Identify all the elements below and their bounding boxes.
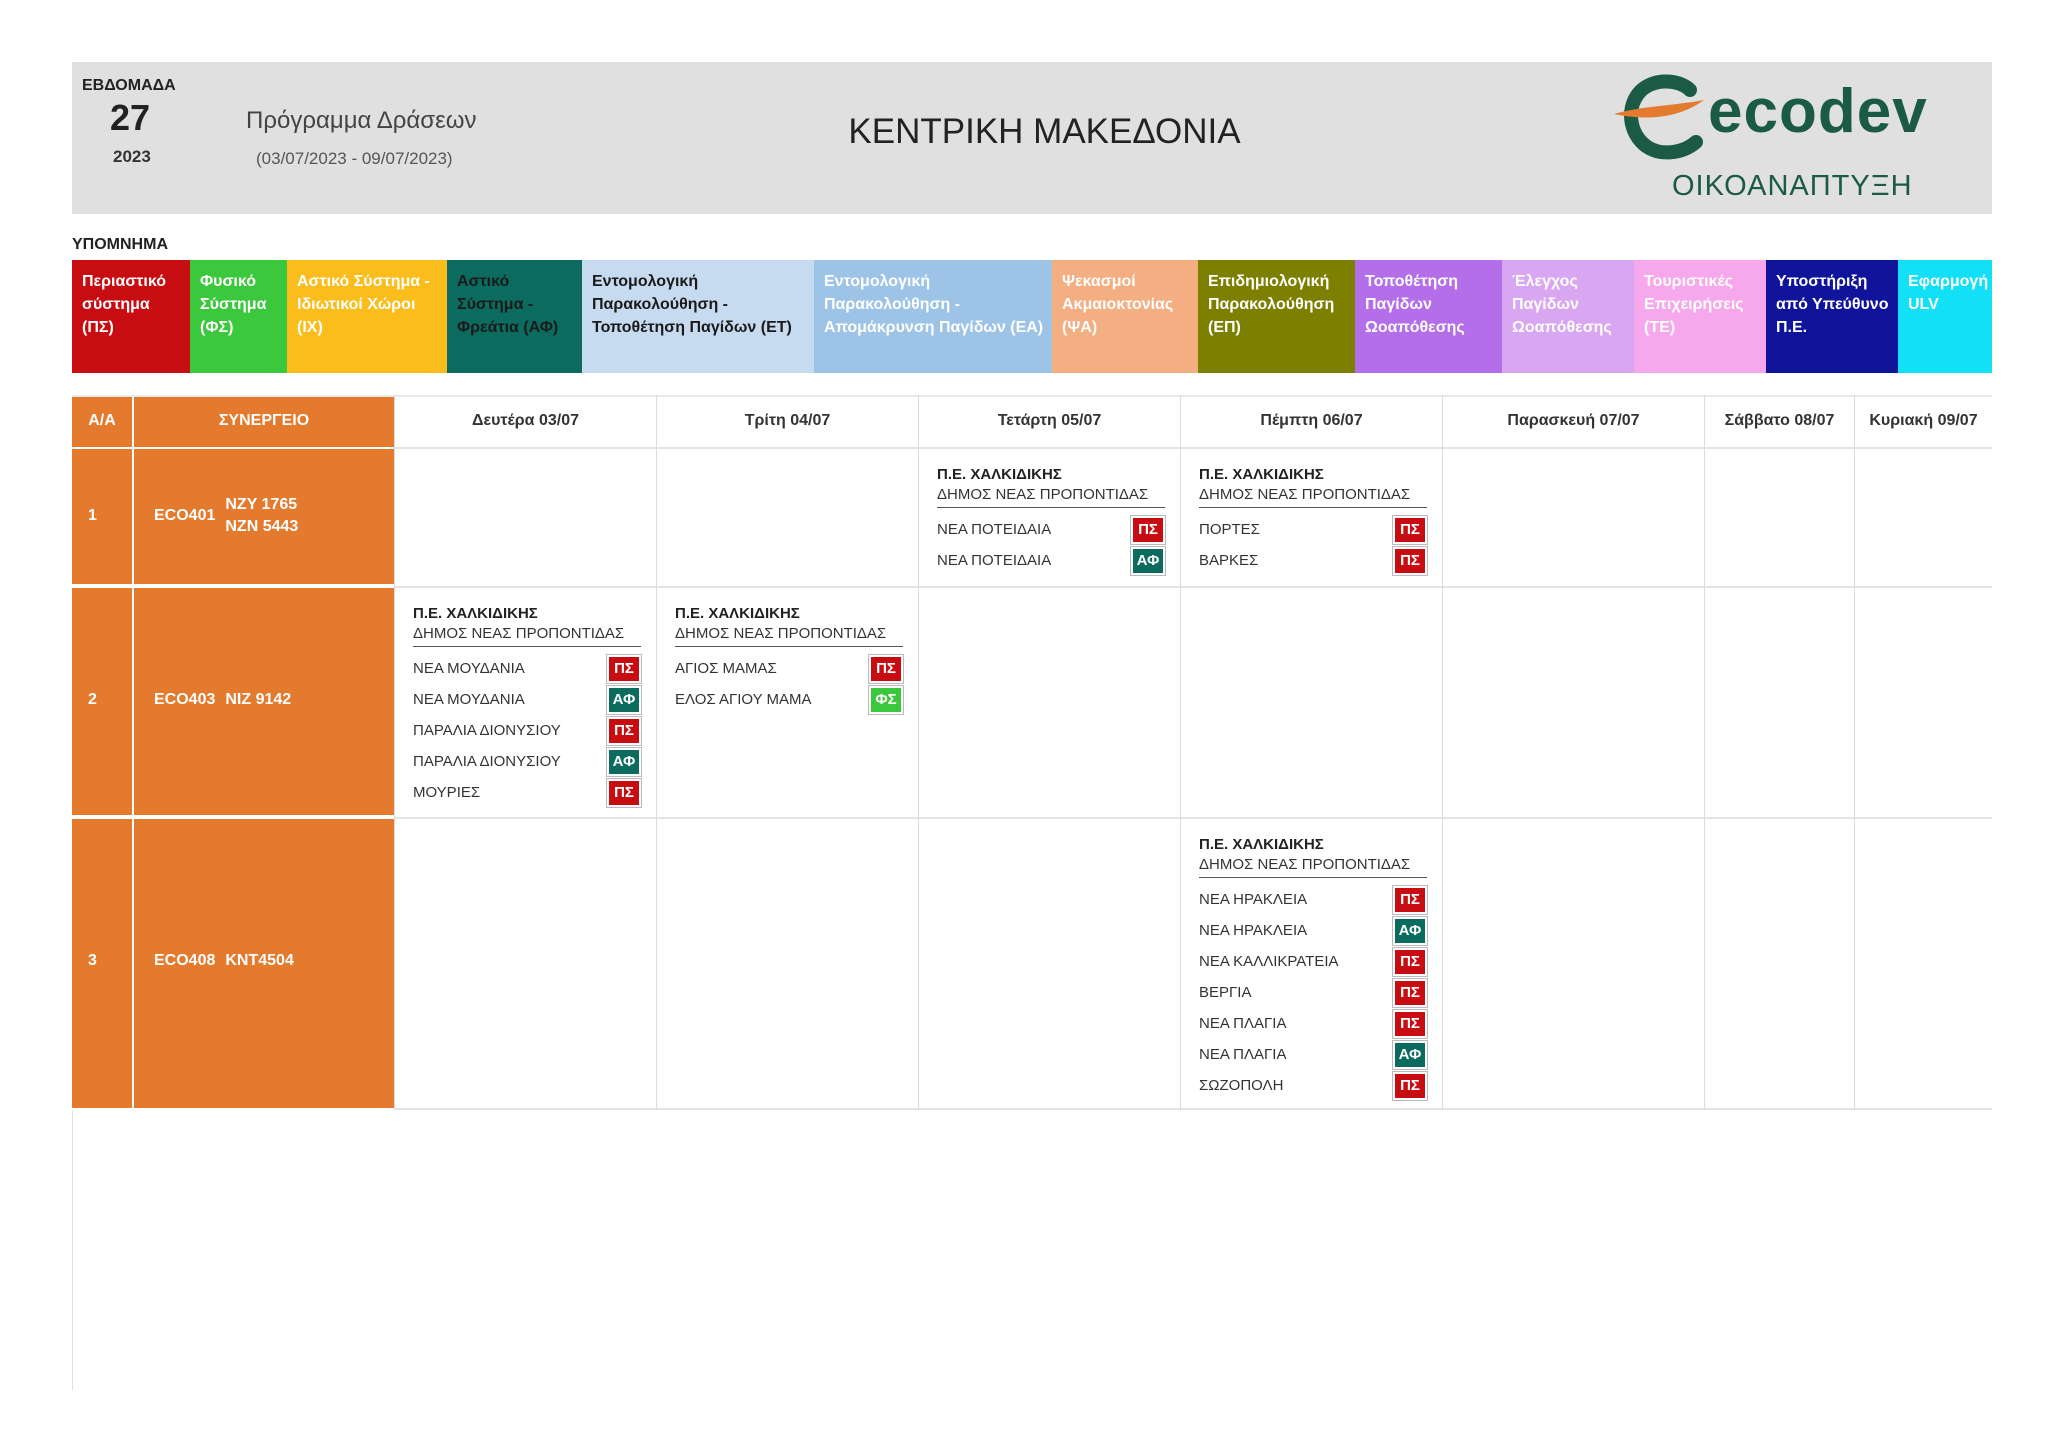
logo-subtitle: ΟΙΚΟΑΝΑΠΤΥΞΗ [1672,170,1913,202]
system-code-badge: ΠΣ [1393,886,1427,914]
legend-item-placement [1355,260,1502,373]
schedule-block [1199,465,1427,576]
program-date-range: (03/07/2023 - 09/07/2023) [256,149,453,168]
location-row [1199,1008,1427,1039]
table-divider [394,395,395,1110]
location-name: ΝΕΑ ΗΡΑΚΛΕΙΑ [1199,922,1308,939]
legend-item-support [1766,260,1898,373]
header-aa: Α/Α [72,395,132,447]
location-name: ΒΑΡΚΕΣ [1199,552,1259,569]
location-name: ΝΕΑ ΜΟΥΔΑΝΙΑ [413,691,525,708]
block-pe-title: Π.Ε. ΧΑΛΚΙΔΙΚΗΣ [937,466,1062,483]
location-name: ΝΕΑ ΠΟΤΕΙΔΑΙΑ [937,521,1052,538]
location-row [675,653,903,684]
legend-item-et [582,260,814,373]
block-pe-title: Π.Ε. ΧΑΛΚΙΔΙΚΗΣ [413,605,538,622]
legend-item-ulv [1898,260,1992,373]
system-code-badge: ΠΣ [1393,948,1427,976]
crew-cell [134,588,394,815]
system-code-badge: ΠΣ [1393,516,1427,544]
location-row [1199,514,1427,545]
legend-item-label: Εντομολογική Παρακολούθηση - Τοποθέτηση Παγίδων (ΕΤ) [592,273,792,336]
block-pe-title: Π.Ε. ΧΑΛΚΙΔΙΚΗΣ [675,605,800,622]
legend-item-label: Εντομολογική Παρακολούθηση - Απομάκρυνση Παγίδων (ΕΑ) [824,273,1044,336]
crew-code: ECO401 [154,507,216,524]
row-aa: 3 [88,952,97,969]
week-number: 27 [110,97,151,138]
block-municipality: ΔΗΜΟΣ ΝΕΑΣ ΠΡΟΠΟΝΤΙΔΑΣ [937,485,1165,508]
location-row [1199,977,1427,1008]
vehicle-plate: NIZ 9142 [225,691,292,708]
legend-item-label: Αστικό Σύστημα - Φρεάτια (ΑΦ) [457,273,559,336]
table-rule [395,1108,1992,1110]
location-row [937,545,1165,576]
system-code-badge: ΦΣ [869,686,903,714]
schedule-block [675,604,903,715]
block-pe-title: Π.Ε. ΧΑΛΚΙΔΙΚΗΣ [1199,836,1324,853]
legend-item-label: Περιαστικό σύστημα (ΠΣ) [82,273,167,336]
legend-item-ps [72,260,190,373]
vehicle-plate: NZY 1765 [225,496,298,513]
location-name: ΝΕΑ ΠΛΑΓΙΑ [1199,1046,1287,1063]
legend-item-ea [814,260,1052,373]
legend-item-label: Εφαρμογή ULV [1908,273,1989,313]
location-row [413,777,641,808]
row-aa: 1 [88,507,97,524]
legend-item-label: Τοποθέτηση Παγίδων Ωοαπόθεσης [1365,273,1465,336]
system-code-badge: ΑΦ [1393,917,1427,945]
legend [72,260,1992,373]
location-row [675,684,903,715]
page-margin-line [72,1110,73,1390]
location-name: ΑΓΙΟΣ ΜΑΜΑΣ [675,660,777,677]
block-municipality: ΔΗΜΟΣ ΝΕΑΣ ΠΡΟΠΟΝΤΙΔΑΣ [413,624,641,647]
ecodev-logo [1612,72,1982,202]
system-code-badge: ΠΣ [607,717,641,745]
table-rule [395,586,1992,588]
table-divider [918,395,919,1110]
location-row [413,746,641,777]
legend-item-label: Επιδημιολογική Παρακολούθηση (ΕΠ) [1208,273,1335,336]
legend-item-label: Υποστήριξη από Υπεύθυνο Π.Ε. [1776,273,1889,336]
legend-item-ep [1198,260,1355,373]
location-row [413,715,641,746]
table-divider [1704,395,1705,1110]
location-name: ΝΕΑ ΠΟΤΕΙΔΑΙΑ [937,552,1052,569]
location-name: ΣΩΖΟΠΟΛΗ [1199,1077,1284,1094]
location-row [1199,1070,1427,1101]
location-name: ΕΛΟΣ ΑΓΙΟΥ ΜΑΜΑ [675,691,812,708]
system-code-badge: ΠΣ [869,655,903,683]
header-crew: ΣΥΝΕΡΓΕΙΟ [134,395,394,447]
system-code-badge: ΑΦ [607,686,641,714]
header-day: Δευτέρα 03/07 [395,395,656,447]
header-day: Παρασκευή 07/07 [1443,395,1704,447]
block-municipality: ΔΗΜΟΣ ΝΕΑΣ ΠΡΟΠΟΝΤΙΔΑΣ [1199,485,1427,508]
system-code-badge: ΑΦ [1131,547,1165,575]
vehicle-plate: NZN 5443 [225,518,299,535]
location-name: ΝΕΑ ΜΟΥΔΑΝΙΑ [413,660,525,677]
location-name: ΝΕΑ ΠΛΑΓΙΑ [1199,1015,1287,1032]
crew-code: ECO408 [154,952,216,969]
location-name: ΠΑΡΑΛΙΑ ΔΙΟΝΥΣΙΟΥ [413,753,561,770]
row-aa: 2 [88,691,97,708]
location-row [937,514,1165,545]
logo-text: ecodev [1708,77,1928,146]
week-label: ΕΒΔΟΜΑΔΑ [82,77,176,94]
row-aa-cell [72,449,132,584]
schedule-block [1199,835,1427,1101]
location-row [1199,946,1427,977]
system-code-badge: ΠΣ [1393,1010,1427,1038]
location-row [1199,1039,1427,1070]
legend-item-fs [190,260,287,373]
row-aa-cell [72,819,132,1108]
legend-item-af [447,260,582,373]
schedule-block [413,604,641,808]
system-code-badge: ΠΣ [607,655,641,683]
week-year: 2023 [113,147,151,166]
location-row [413,653,641,684]
location-name: ΜΟΥΡΙΕΣ [413,784,481,801]
legend-item-ix [287,260,447,373]
system-code-badge: ΠΣ [1131,516,1165,544]
vehicle-plate: KNT4504 [225,952,294,969]
program-title: Πρόγραμμα Δράσεων [246,107,477,134]
system-code-badge: ΠΣ [607,779,641,807]
table-rule [395,817,1992,819]
header-day: Τετάρτη 05/07 [919,395,1180,447]
legend-item-label: Έλεγχος Παγίδων Ωοαπόθεσης [1512,273,1612,336]
legend-item-label: Τουριστικές Επιχειρήσεις (ΤΕ) [1644,273,1744,336]
legend-item-label: Φυσικό Σύστημα (ΦΣ) [200,273,267,336]
block-municipality: ΔΗΜΟΣ ΝΕΑΣ ΠΡΟΠΟΝΤΙΔΑΣ [675,624,903,647]
location-row [1199,884,1427,915]
header-day: Πέμπτη 06/07 [1181,395,1442,447]
crew-code: ECO403 [154,691,216,708]
table-divider [1854,395,1855,1110]
header-day: Κυριακή 09/07 [1855,395,1992,447]
location-name: ΠΟΡΤΕΣ [1199,521,1260,538]
location-name: ΒΕΡΓΙΑ [1199,984,1252,1001]
table-divider [656,395,657,1110]
legend-item-te [1634,260,1766,373]
legend-item-psa [1052,260,1198,373]
legend-item-label: Αστικό Σύστημα - Ιδιωτικοί Χώροι (ΙΧ) [297,273,430,336]
table-divider [1442,395,1443,1110]
location-row [1199,545,1427,576]
system-code-badge: ΑΦ [607,748,641,776]
row-aa-cell [72,588,132,815]
header-day: Σάββατο 08/07 [1705,395,1854,447]
header-band [72,62,1992,214]
system-code-badge: ΠΣ [1393,547,1427,575]
system-code-badge: ΑΦ [1393,1041,1427,1069]
system-code-badge: ΠΣ [1393,979,1427,1007]
location-row [1199,915,1427,946]
schedule-block [937,465,1165,576]
ecodev-logo-icon [1612,72,1722,168]
table-divider [1180,395,1181,1110]
crew-cell [134,819,394,1108]
schedule-table [72,395,1992,1110]
crew-cell [134,449,394,584]
location-name: ΝΕΑ ΚΑΛΛΙΚΡΑΤΕΙΑ [1199,953,1339,970]
header-day: Τρίτη 04/07 [657,395,918,447]
system-code-badge: ΠΣ [1393,1072,1427,1100]
location-name: ΠΑΡΑΛΙΑ ΔΙΟΝΥΣΙΟΥ [413,722,561,739]
legend-item-check [1502,260,1634,373]
block-municipality: ΔΗΜΟΣ ΝΕΑΣ ΠΡΟΠΟΝΤΙΔΑΣ [1199,855,1427,878]
region-title: ΚΕΝΤΡΙΚΗ ΜΑΚΕΔΟΝΙΑ [848,112,1241,151]
legend-item-label: Ψεκασμοί Ακμαιοκτονίας (ΨΑ) [1062,273,1174,336]
legend-title: ΥΠΟΜΝΗΜΑ [72,236,168,253]
location-name: ΝΕΑ ΗΡΑΚΛΕΙΑ [1199,891,1308,908]
table-rule [395,447,1992,449]
location-row [413,684,641,715]
block-pe-title: Π.Ε. ΧΑΛΚΙΔΙΚΗΣ [1199,466,1324,483]
